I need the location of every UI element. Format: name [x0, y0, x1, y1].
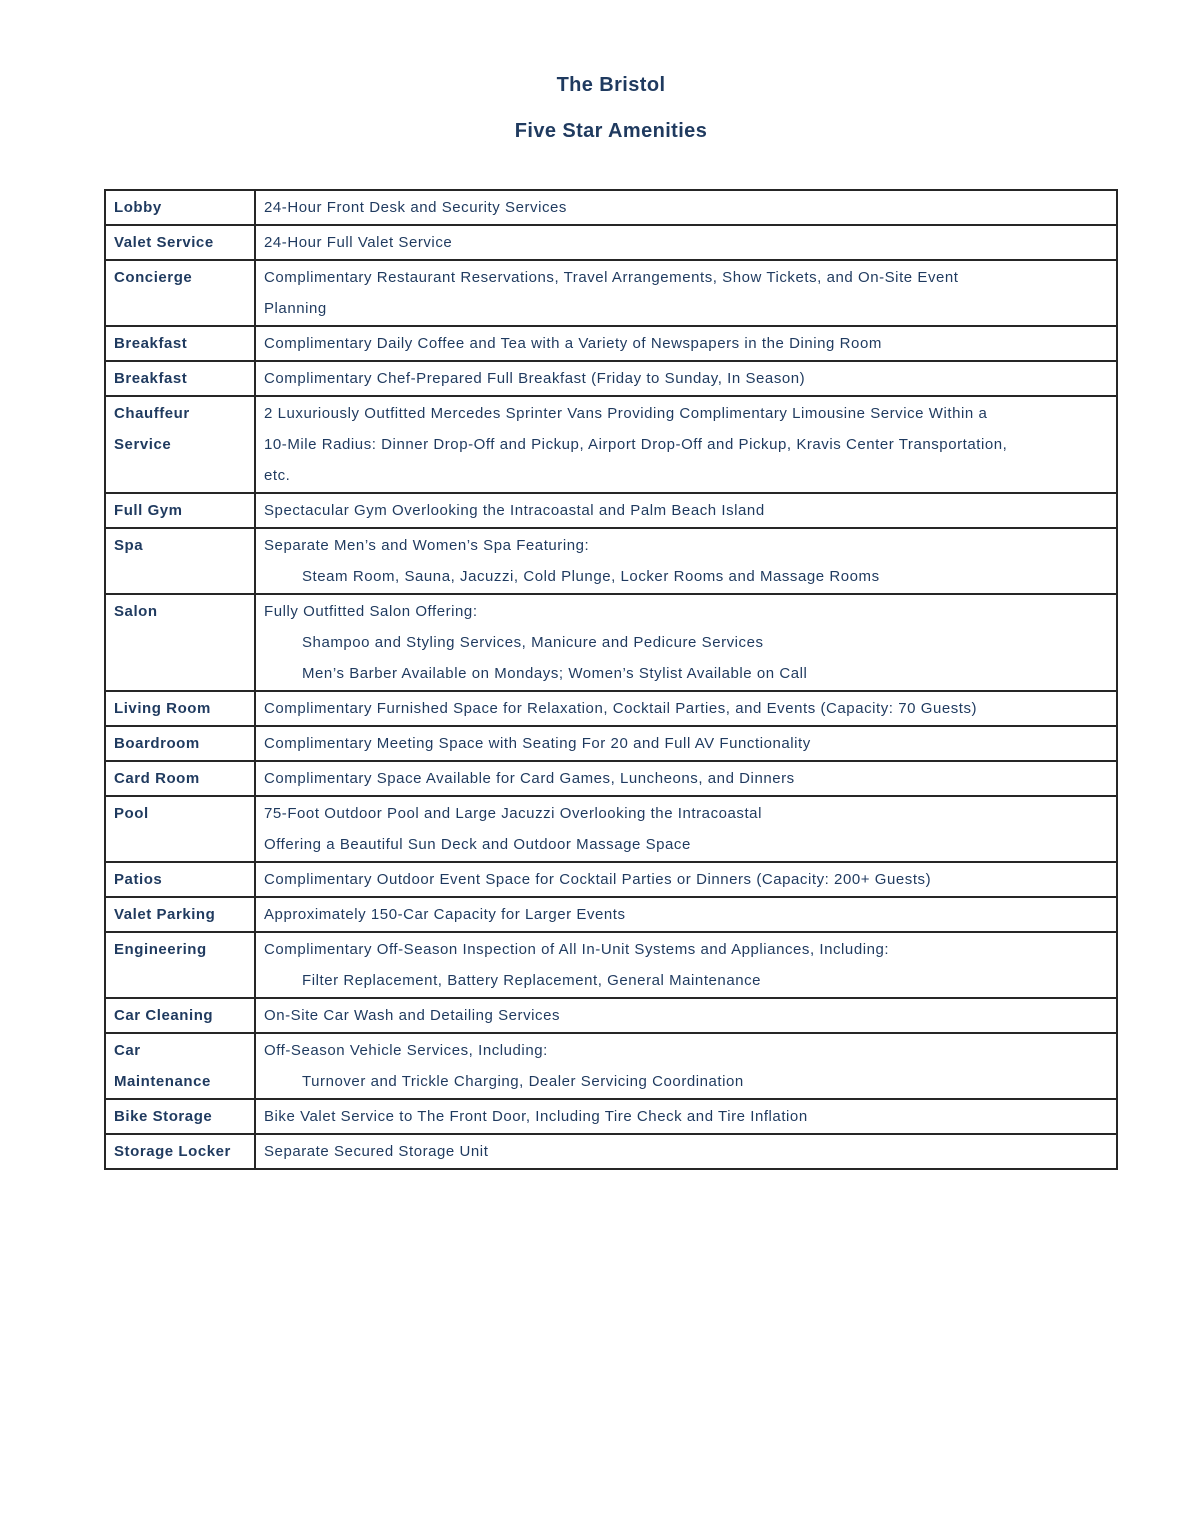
amenity-label-cell — [105, 528, 255, 594]
amenity-description-line: Complimentary Outdoor Event Space for Cocktail Parties or Dinners (Capacity: 200+ Guests) — [264, 871, 932, 888]
table-row — [105, 493, 1117, 528]
amenity-description-line: 24-Hour Front Desk and Security Services — [264, 199, 567, 216]
table-row — [105, 396, 1117, 493]
amenity-description-cell — [255, 493, 1117, 528]
amenity-label-line: Concierge — [114, 269, 193, 286]
amenity-label-line: Service — [114, 436, 172, 453]
amenity-description-cell — [255, 528, 1117, 594]
table-row — [105, 726, 1117, 761]
amenity-label-line: Engineering — [114, 941, 207, 958]
amenity-description-line: Separate Secured Storage Unit — [264, 1143, 489, 1160]
amenity-label-cell — [105, 897, 255, 932]
amenity-description-line: Turnover and Trickle Charging, Dealer Servicing Coordination — [302, 1073, 744, 1090]
amenity-label-cell — [105, 932, 255, 998]
amenity-description-line: Filter Replacement, Battery Replacement, General Maintenance — [302, 972, 762, 989]
table-row — [105, 998, 1117, 1033]
amenity-label-cell — [105, 796, 255, 862]
amenity-description-cell — [255, 1099, 1117, 1134]
amenity-description-line: Complimentary Meeting Space with Seating For 20 and Full AV Functionality — [264, 735, 811, 752]
amenity-label-line: Breakfast — [114, 335, 188, 352]
table-row — [105, 594, 1117, 691]
amenity-label-cell — [105, 691, 255, 726]
amenity-description-line: 75-Foot Outdoor Pool and Large Jacuzzi Overlooking the Intracoastal — [264, 805, 762, 822]
table-row — [105, 691, 1117, 726]
amenity-label-line: Storage Locker — [114, 1143, 231, 1160]
amenity-label-line: Living Room — [114, 700, 211, 717]
amenity-description-line: Bike Valet Service to The Front Door, Including Tire Check and Tire Inflation — [264, 1108, 808, 1125]
amenity-label-cell — [105, 326, 255, 361]
amenity-description-line: Steam Room, Sauna, Jacuzzi, Cold Plunge, Locker Rooms and Massage Rooms — [302, 568, 880, 585]
table-row — [105, 897, 1117, 932]
amenity-description-cell — [255, 190, 1117, 225]
amenity-label-cell — [105, 1134, 255, 1169]
amenity-description-cell — [255, 594, 1117, 691]
table-row — [105, 260, 1117, 326]
amenity-description-cell — [255, 326, 1117, 361]
amenity-label-line: Pool — [114, 805, 149, 822]
table-row — [105, 796, 1117, 862]
amenity-description-cell — [255, 225, 1117, 260]
amenity-label-cell — [105, 998, 255, 1033]
amenity-label-cell — [105, 361, 255, 396]
amenity-description-cell — [255, 796, 1117, 862]
amenity-label-line: Full Gym — [114, 502, 183, 519]
amenity-description-line: Complimentary Space Available for Card Games, Luncheons, and Dinners — [264, 770, 795, 787]
amenity-label-cell — [105, 726, 255, 761]
amenity-description-line: 24-Hour Full Valet Service — [264, 234, 453, 251]
amenity-label-line: Boardroom — [114, 735, 200, 752]
amenity-label-line: Breakfast — [114, 370, 188, 387]
amenity-label-line: Car Cleaning — [114, 1007, 214, 1024]
amenity-description-cell — [255, 932, 1117, 998]
amenities-table — [104, 189, 1118, 1170]
amenity-label-cell — [105, 493, 255, 528]
table-row — [105, 1033, 1117, 1099]
table-row — [105, 528, 1117, 594]
table-row — [105, 326, 1117, 361]
amenity-description-line: Approximately 150-Car Capacity for Larger Events — [264, 906, 626, 923]
amenity-description-cell — [255, 260, 1117, 326]
amenity-description-line: Complimentary Chef-Prepared Full Breakfast (Friday to Sunday, In Season) — [264, 370, 806, 387]
amenity-label-line: Card Room — [114, 770, 200, 787]
amenity-label-cell — [105, 190, 255, 225]
amenity-description-line: Offering a Beautiful Sun Deck and Outdoor Massage Space — [264, 836, 691, 853]
amenity-description-cell — [255, 998, 1117, 1033]
amenity-label-line: Car — [114, 1042, 141, 1059]
amenity-label-line: Chauffeur — [114, 405, 190, 422]
table-row — [105, 225, 1117, 260]
amenity-description-line: 10-Mile Radius: Dinner Drop-Off and Pickup, Airport Drop-Off and Pickup, Kravis Center Transportation, — [264, 436, 1008, 453]
amenity-label-cell — [105, 1099, 255, 1134]
amenity-label-line: Patios — [114, 871, 163, 888]
amenity-label-line: Valet Parking — [114, 906, 216, 923]
amenity-description-line: Men’s Barber Available on Mondays; Women’s Stylist Available on Call — [302, 665, 808, 682]
amenity-description-line: Shampoo and Styling Services, Manicure and Pedicure Services — [302, 634, 764, 651]
amenity-description-line: 2 Luxuriously Outfitted Mercedes Sprinter Vans Providing Complimentary Limousine Service Within a — [264, 405, 988, 422]
amenity-description-line: Complimentary Restaurant Reservations, Travel Arrangements, Show Tickets, and On-Site Event — [264, 269, 959, 286]
amenity-description-cell — [255, 361, 1117, 396]
amenity-description-cell — [255, 1033, 1117, 1099]
amenity-description-cell — [255, 396, 1117, 493]
amenity-description-cell — [255, 897, 1117, 932]
amenity-label-line: Spa — [114, 537, 144, 554]
amenity-description-line: Off-Season Vehicle Services, Including: — [264, 1042, 548, 1059]
amenity-description-line: Complimentary Furnished Space for Relaxation, Cocktail Parties, and Events (Capacity: 70 Guests) — [264, 700, 978, 717]
amenity-label-line: Salon — [114, 603, 158, 620]
table-row — [105, 190, 1117, 225]
amenity-description-line: Fully Outfitted Salon Offering: — [264, 603, 478, 620]
amenity-label-line: Bike Storage — [114, 1108, 213, 1125]
amenity-description-line: Spectacular Gym Overlooking the Intracoastal and Palm Beach Island — [264, 502, 765, 519]
amenity-label-line: Lobby — [114, 199, 162, 216]
amenity-description-cell — [255, 862, 1117, 897]
amenity-description-line: Planning — [264, 300, 327, 317]
amenities-table-body — [105, 190, 1117, 1169]
amenity-description-cell — [255, 726, 1117, 761]
table-row — [105, 1099, 1117, 1134]
amenity-description-cell — [255, 691, 1117, 726]
amenity-description-line: Complimentary Off-Season Inspection of All In-Unit Systems and Appliances, Including: — [264, 941, 890, 958]
amenity-label-cell — [105, 1033, 255, 1099]
amenity-label-cell — [105, 396, 255, 493]
amenity-label-cell — [105, 260, 255, 326]
amenity-description-line: On-Site Car Wash and Detailing Services — [264, 1007, 561, 1024]
amenity-description-cell — [255, 761, 1117, 796]
amenity-label-line: Maintenance — [114, 1073, 211, 1090]
amenity-description-line: Separate Men’s and Women’s Spa Featuring: — [264, 537, 590, 554]
amenity-description-line: etc. — [264, 467, 291, 484]
amenity-label-cell — [105, 761, 255, 796]
table-row — [105, 932, 1117, 998]
amenity-description-cell — [255, 1134, 1117, 1169]
document-title: The Bristol — [556, 74, 666, 96]
table-row — [105, 761, 1117, 796]
amenity-label-cell — [105, 594, 255, 691]
amenity-label-line: Valet Service — [114, 234, 214, 251]
table-row — [105, 862, 1117, 897]
heading-block — [104, 0, 1118, 143]
amenity-label-cell — [105, 225, 255, 260]
amenity-label-cell — [105, 862, 255, 897]
table-row — [105, 361, 1117, 396]
amenity-description-line: Complimentary Daily Coffee and Tea with a Variety of Newspapers in the Dining Room — [264, 335, 882, 352]
document-subtitle: Five Star Amenities — [514, 120, 708, 142]
table-row — [105, 1134, 1117, 1169]
